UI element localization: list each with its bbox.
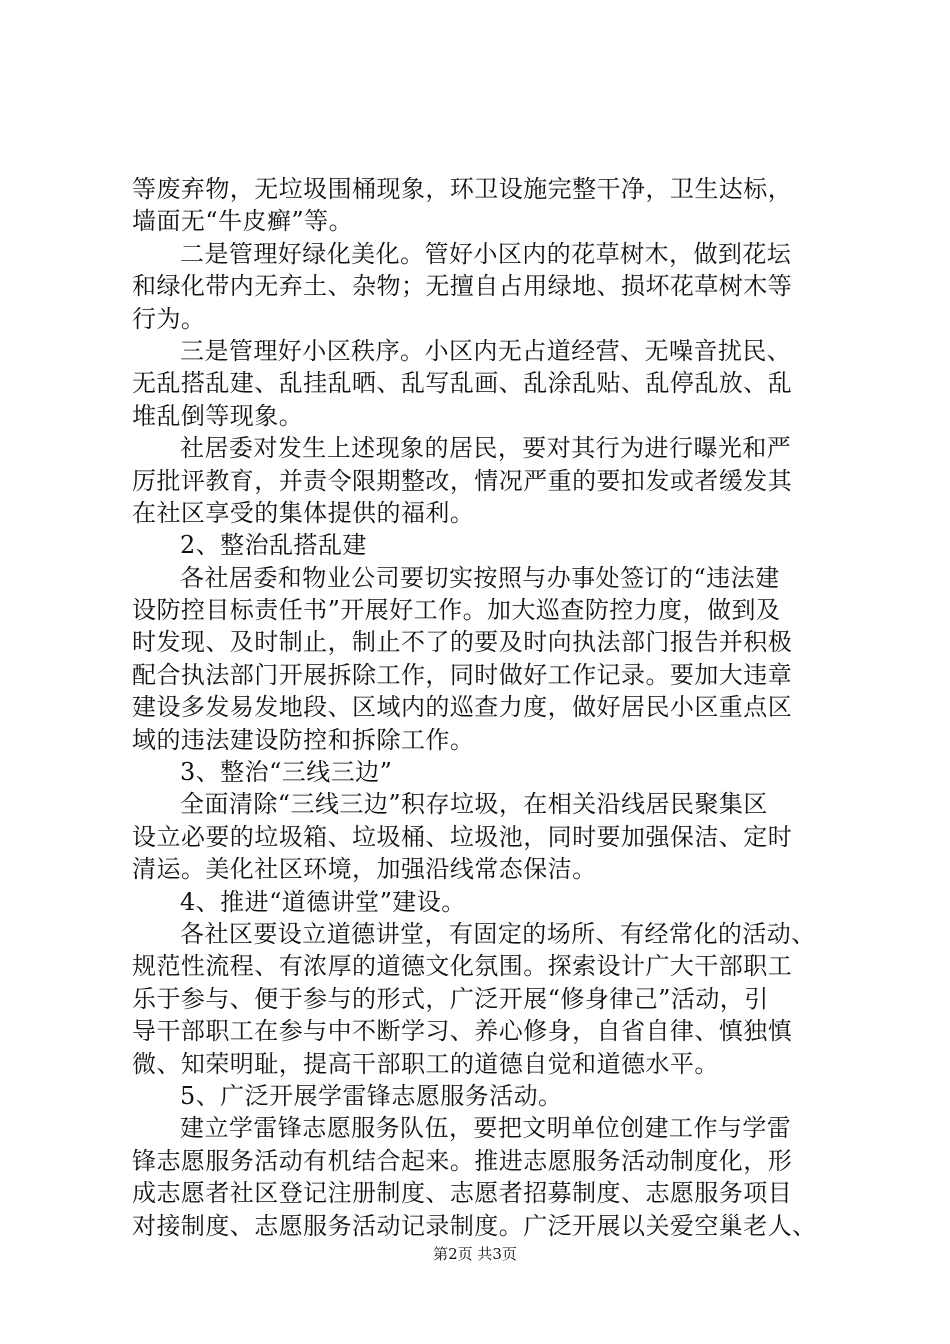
text-line: 规范性流程、有浓厚的道德文化氛围。探索设计广大干部职工 — [132, 952, 793, 981]
document-body — [132, 173, 832, 1242]
text-line: 各社区要设立道德讲堂，有固定的场所、有经常化的活动、 — [180, 919, 816, 948]
text-line: 成志愿者社区登记注册制度、志愿者招募制度、志愿服务项目 — [132, 1179, 793, 1208]
text-line: 设立必要的垃圾箱、垃圾桶、垃圾池，同时要加强保洁、定时 — [132, 822, 793, 851]
text-line: 三是管理好小区秩序。小区内无占道经营、无噪音扰民、 — [180, 336, 792, 365]
text-line: 域的违法建设防控和拆除工作。 — [132, 725, 475, 754]
text-line: 和绿化带内无弃土、杂物；无擅自占用绿地、损坏花草树木等 — [132, 272, 793, 301]
text-line: 对接制度、志愿服务活动记录制度。广泛开展以关爱空巢老人、 — [132, 1211, 817, 1240]
text-line: 5、广泛开展学雷锋志愿服务活动。 — [180, 1081, 563, 1110]
text-line: 微、知荣明耻，提高干部职工的道德自觉和道德水平。 — [132, 1049, 719, 1078]
text-line: 堆乱倒等现象。 — [132, 401, 304, 430]
text-line: 社居委对发生上述现象的居民，要对其行为进行曝光和严 — [180, 434, 792, 463]
text-line: 墙面无“牛皮癣”等。 — [132, 207, 354, 236]
text-line: 设防控目标责任书”开展好工作。加大巡查防控力度，做到及 — [132, 596, 781, 625]
page-footer: 第2页 共3页 — [433, 1245, 517, 1263]
text-line: 行为。 — [132, 304, 206, 333]
text-line: 厉批评教育，并责令限期整改，情况严重的要扣发或者缓发其 — [132, 466, 793, 495]
text-line: 二是管理好绿化美化。管好小区内的花草树木，做到花坛 — [180, 239, 792, 268]
text-line: 在社区享受的集体提供的福利。 — [132, 498, 475, 527]
text-line: 配合执法部门开展拆除工作，同时做好工作记录。要加大违章 — [132, 660, 793, 689]
text-line: 时发现、及时制止，制止不了的要及时向执法部门报告并积极 — [132, 628, 793, 657]
text-line: 等废弃物，无垃圾围桶现象，环卫设施完整干净，卫生达标， — [132, 175, 793, 203]
text-line: 4、推进“道德讲堂”建设。 — [180, 887, 466, 916]
text-line: 建立学雷锋志愿服务队伍，要把文明单位创建工作与学雷 — [180, 1114, 792, 1143]
text-line: 导干部职工在参与中不断学习、养心修身，自省自律、慎独慎 — [132, 1017, 793, 1046]
text-line: 锋志愿服务活动有机结合起来。推进志愿服务活动制度化，形 — [132, 1146, 793, 1175]
text-line: 2、整治乱搭乱建 — [180, 531, 367, 560]
text-line: 各社居委和物业公司要切实按照与办事处签订的“违法建 — [180, 563, 780, 592]
text-line: 建设多发易发地段、区域内的巡查力度，做好居民小区重点区 — [132, 693, 793, 722]
text-line: 全面清除“三线三边”积存垃圾，在相关沿线居民聚集区 — [180, 790, 768, 819]
text-line: 清运。美化社区环境，加强沿线常态保洁。 — [132, 855, 597, 884]
text-line: 3、整治“三线三边” — [180, 758, 393, 787]
text-line: 无乱搭乱建、乱挂乱晒、乱写乱画、乱涂乱贴、乱停乱放、乱 — [132, 369, 793, 398]
text-line: 乐于参与、便于参与的形式，广泛开展“修身律己”活动，引 — [132, 984, 769, 1013]
